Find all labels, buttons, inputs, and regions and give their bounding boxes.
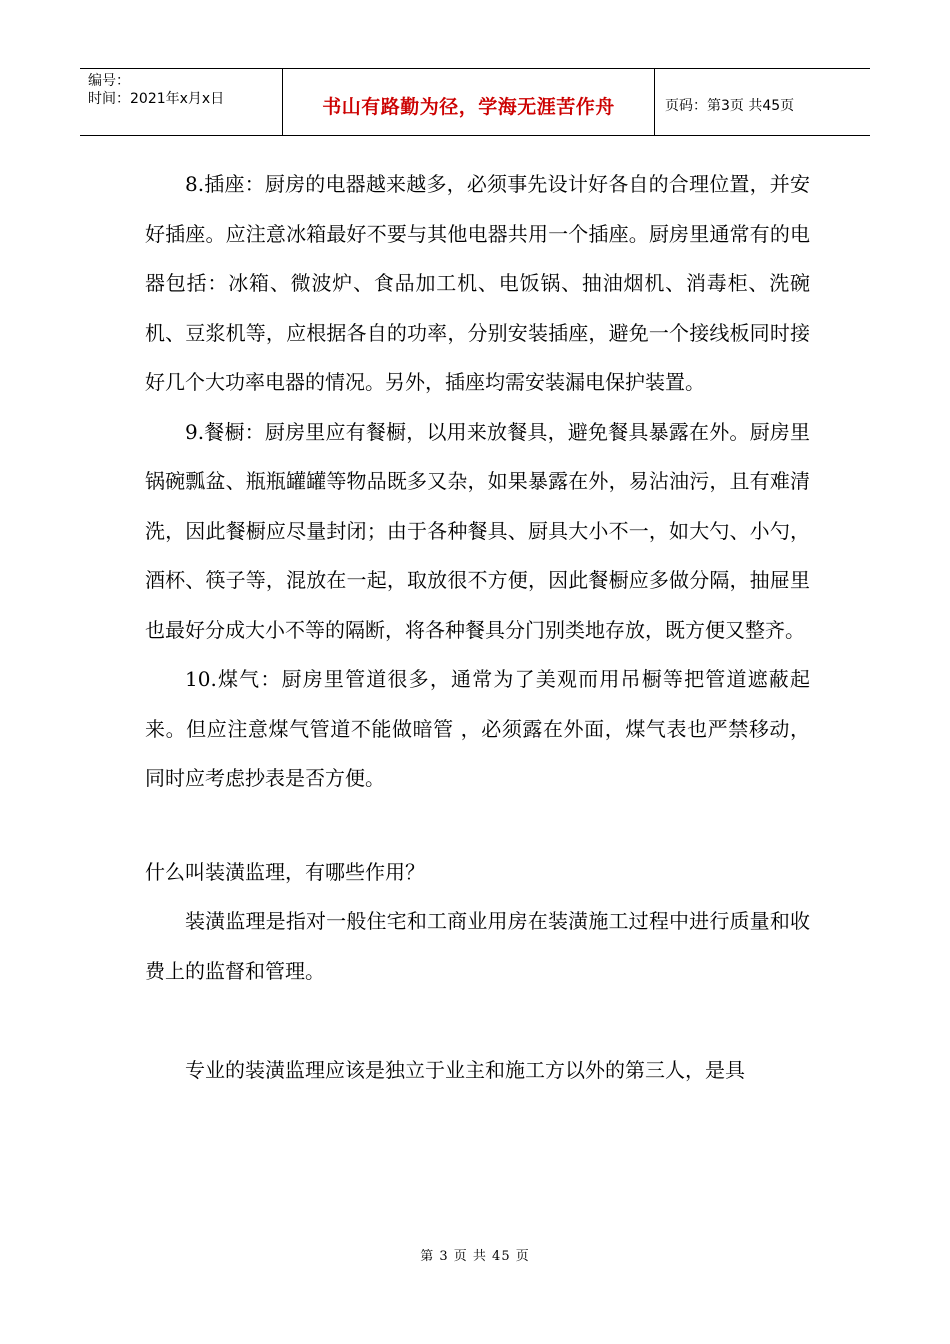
paragraph-gas: 10.煤气：厨房里管道很多，通常为了美观而用吊橱等把管道遮蔽起来。但应注意煤气管道不能做暗管 ，必须露在外面，煤气表也严禁移动，同时应考虑抄表是否方便。 xyxy=(145,667,810,790)
header-meta-cell xyxy=(80,69,283,135)
document-date: 时间：2021年x月x日 xyxy=(88,91,225,107)
paragraph-cupboard: 9.餐橱：厨房里应有餐橱，以用来放餐具，避免餐具暴露在外。厨房里锅碗瓢盆、瓶瓶罐罐等物品既多又杂，如果暴露在外，易沾油污，且有难清洗，因此餐橱应尽量封闭；由于各种餐具、厨具大小不一，如大勺、小勺，酒杯、筷子等，混放在一起，取放很不方便，因此餐橱应多做分隔，抽屉里也最好分成大小不等的隔断，将各种餐具分门别类地存放，既方便又整齐。 xyxy=(145,419,810,642)
answer-paragraph-2: 专业的装潢监理应该是独立于业主和施工方以外的第三人，是具 xyxy=(185,1058,745,1082)
motto-text: 书山有路勤为径，学海无涯苦作舟 xyxy=(322,95,615,118)
page-footer xyxy=(0,1245,950,1264)
document-body xyxy=(145,160,810,1096)
header-page-info: 页码：第3页 共45页 xyxy=(665,98,795,114)
spacer xyxy=(145,804,810,848)
header-page-cell xyxy=(655,69,870,135)
document-header xyxy=(80,68,870,136)
document-number-label: 编号： xyxy=(88,73,130,89)
paragraph-socket: 8.插座：厨房的电器越来越多，必须事先设计好各自的合理位置，并安好插座。应注意冰箱最好不要与其他电器共用一个插座。厨房里通常有的电器包括：冰箱、微波炉、食品加工机、电饭锅、抽油烟机、消毒柜、洗碗机、豆浆机等，应根据各自的功率，分别安装插座，避免一个接线板同时接好几个大功率电器的情况。另外，插座均需安装漏电保护装置。 xyxy=(145,172,810,394)
header-motto-cell xyxy=(283,69,655,135)
answer-paragraph-1: 装潢监理是指对一般住宅和工商业用房在装潢施工过程中进行质量和收费上的监督和管理。 xyxy=(145,909,810,983)
spacer xyxy=(145,996,810,1046)
footer-page-number: 第 3 页 共 45 页 xyxy=(420,1249,530,1264)
section-question: 什么叫装潢监理，有哪些作用？ xyxy=(145,859,425,884)
